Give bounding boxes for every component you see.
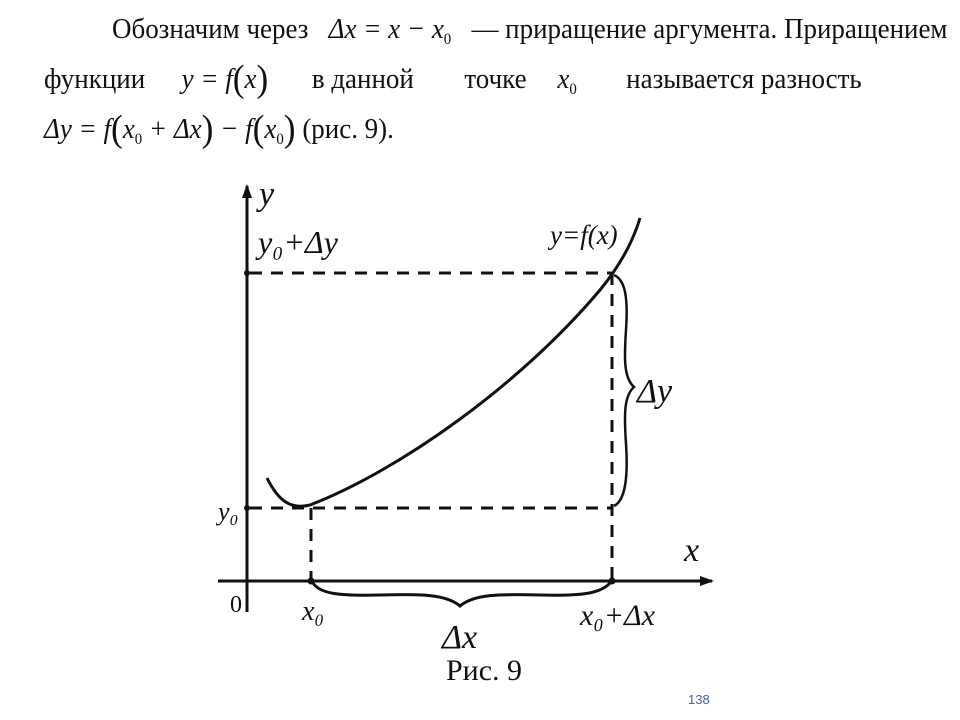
formula-function: y = f(x) — [181, 58, 269, 100]
function-curve — [267, 218, 640, 506]
label-x0: x₀ — [302, 596, 325, 627]
label-x0-plus-dx: x₀+Δx — [580, 599, 655, 632]
curve-label: y=f(x) — [550, 220, 618, 250]
formula-delta-y-def: $\Delta y = f(x_0 + \Delta x) - f(x_0)$ — [44, 108, 296, 150]
text-line-2-part-4: называется разность — [626, 63, 862, 95]
origin-label: 0 — [230, 592, 242, 618]
formula-x0: $x_0$ — [557, 63, 577, 98]
page-number: 138 — [688, 692, 710, 707]
formula-delta-x-def: $\Delta x = x - x_0$ — [315, 13, 452, 48]
text-line-2-part-1: функции — [44, 63, 146, 95]
label-delta-y: Δy — [637, 373, 673, 410]
label-y0-plus-dy: y₀+Δy — [258, 224, 338, 260]
point-y0 — [244, 505, 250, 511]
text-line-1-part-2: — приращение аргумента. Приращением — [471, 13, 948, 45]
brace-delta-x — [313, 583, 610, 606]
text-line-2-part-2: в данной — [311, 63, 414, 95]
text-line-3-part-1: (рис. 9). — [302, 113, 394, 145]
brace-delta-y — [614, 275, 634, 506]
text-line-1-part-1: Обозначим через — [112, 13, 309, 45]
dashed-guides — [250, 273, 612, 580]
label-delta-x: Δx — [442, 619, 478, 656]
label-y0: y₀ — [218, 497, 239, 526]
x-axis-label: x — [684, 532, 700, 569]
y-axis-label: y — [259, 176, 275, 213]
point-y0-plus-dy — [244, 270, 250, 276]
figure-caption: Рис. 9 — [446, 654, 523, 687]
text-line-2-part-3: точке — [464, 63, 527, 95]
